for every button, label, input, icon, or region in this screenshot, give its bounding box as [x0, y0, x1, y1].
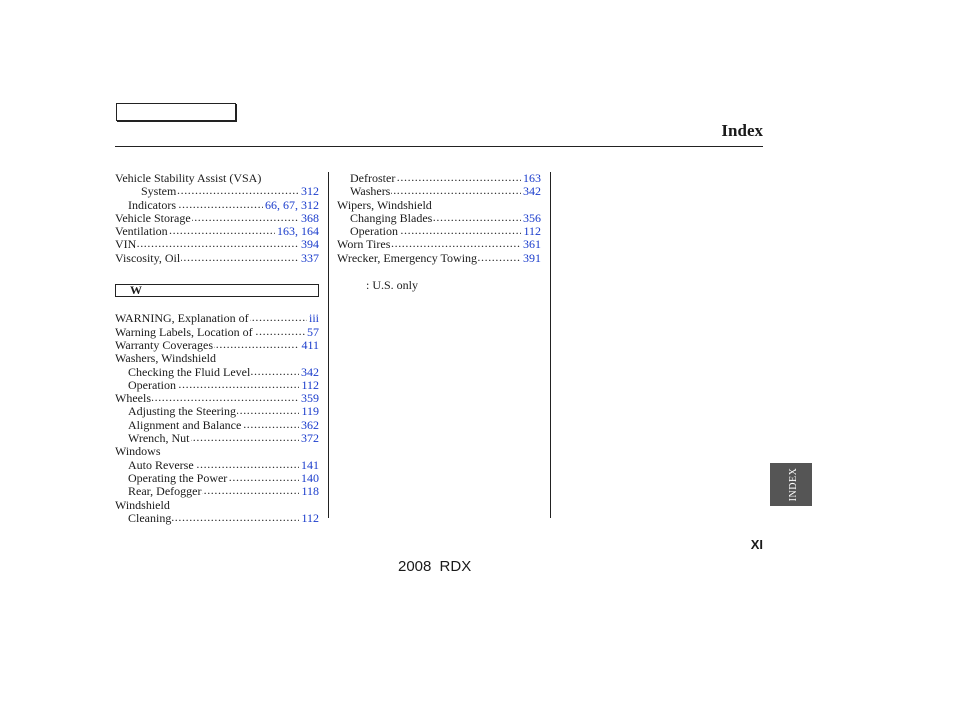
index-column-1	[115, 172, 319, 525]
index-side-tab[interactable]	[770, 463, 812, 506]
column-2-entries	[337, 172, 541, 265]
page-reference-link[interactable]: 391	[523, 250, 541, 265]
entry-term: Wheels	[115, 391, 151, 406]
entry-term: Wrench, Nut	[128, 431, 190, 446]
entry-term: Washers, Windshield	[115, 351, 216, 366]
entry-term: Indicators	[128, 197, 176, 212]
entry-term: Operating the Power	[128, 470, 228, 485]
index-entry[interactable]	[115, 252, 319, 265]
page-title: Index	[721, 121, 763, 140]
index-entry[interactable]	[337, 185, 541, 198]
nav-box[interactable]	[116, 103, 236, 121]
entry-term: Washers	[350, 184, 391, 199]
entry-term: Defroster	[350, 171, 396, 185]
index-entry[interactable]	[115, 392, 319, 405]
page-reference-link[interactable]: 337	[301, 250, 319, 265]
index-entry[interactable]	[115, 459, 319, 472]
letter-heading-w: W	[115, 284, 319, 297]
index-entry[interactable]	[115, 185, 319, 198]
index-entry[interactable]	[115, 485, 319, 498]
index-entry[interactable]	[337, 212, 541, 225]
page-reference-link[interactable]: 112	[301, 510, 319, 525]
index-entry[interactable]	[115, 405, 319, 418]
index-column-2	[337, 172, 541, 265]
index-entry[interactable]	[337, 172, 541, 185]
page-reference-link[interactable]: 163, 164	[277, 224, 319, 239]
entry-term: Ventilation	[115, 224, 168, 239]
index-entry[interactable]	[337, 252, 541, 265]
entry-term: Alignment and Balance	[128, 417, 242, 432]
entry-term: Worn Tires	[337, 237, 391, 252]
index-entry[interactable]	[115, 472, 319, 485]
footnote: : U.S. only	[366, 278, 419, 292]
index-entry	[337, 199, 541, 212]
index-entry[interactable]	[115, 225, 319, 238]
footer-model: 2008 RDX	[398, 558, 472, 575]
page-reference-link[interactable]: 394	[301, 237, 319, 252]
entry-term: Windshield	[115, 497, 170, 512]
column-divider-2	[550, 172, 551, 518]
index-tab-label: INDEX	[787, 467, 799, 502]
page-reference-link[interactable]: 57	[307, 324, 319, 339]
page-reference-link[interactable]: 163	[523, 171, 541, 185]
page-reference-link[interactable]: 342	[301, 364, 319, 379]
page-reference-link[interactable]: 359	[301, 391, 319, 406]
index-entry[interactable]	[115, 432, 319, 445]
entry-term: Rear, Defogger	[128, 484, 202, 499]
entry-term: Windows	[115, 444, 161, 459]
entry-term: Operation	[128, 377, 176, 392]
index-entry[interactable]	[115, 212, 319, 225]
index-entry[interactable]	[115, 199, 319, 212]
page-reference-link[interactable]: 119	[301, 404, 319, 419]
entry-term: Viscosity, Oil	[115, 250, 181, 265]
page-reference-link[interactable]: 342	[523, 184, 541, 199]
index-entry[interactable]	[337, 238, 541, 251]
entry-term: Operation	[350, 224, 398, 239]
entry-term: Wipers, Windshield	[337, 197, 432, 212]
page-reference-link[interactable]: 118	[301, 484, 319, 499]
entry-term: Adjusting the Steering	[128, 404, 236, 419]
page-reference-link[interactable]: 361	[523, 237, 541, 252]
page-reference-link[interactable]: 141	[301, 457, 319, 472]
entry-term: Cleaning	[128, 510, 172, 525]
leader-dots	[115, 237, 319, 250]
index-entry[interactable]	[115, 366, 319, 379]
index-entry[interactable]	[115, 238, 319, 251]
page-reference-link[interactable]: iii	[308, 311, 319, 326]
page-reference-link[interactable]: 312	[301, 184, 319, 199]
index-entry[interactable]	[115, 339, 319, 352]
page-reference-link[interactable]: 362	[301, 417, 319, 432]
page-number: XI	[750, 537, 763, 552]
index-entry[interactable]	[115, 379, 319, 392]
entry-term: Checking the Fluid Level	[128, 364, 251, 379]
page-reference-link[interactable]: 112	[301, 377, 319, 392]
entry-term: System	[141, 184, 177, 199]
entry-term: Warranty Coverages	[115, 337, 213, 352]
entry-term: Wrecker, Emergency Towing	[337, 250, 478, 265]
index-entry	[115, 499, 319, 512]
entry-term: VIN	[115, 237, 137, 252]
index-entry[interactable]	[115, 312, 319, 325]
v-entries	[115, 172, 319, 265]
index-entry[interactable]	[337, 225, 541, 238]
header-rule	[115, 146, 763, 147]
entry-term: Changing Blades	[350, 210, 433, 225]
index-entry[interactable]	[115, 326, 319, 339]
w-entries	[115, 312, 319, 525]
page-reference-link[interactable]: 356	[523, 210, 541, 225]
entry-term: Vehicle Stability Assist (VSA)	[115, 171, 262, 185]
index-entry[interactable]	[115, 419, 319, 432]
page-reference-link[interactable]: 411	[301, 337, 319, 352]
entry-term: Warning Labels, Location of	[115, 324, 253, 339]
page-reference-link[interactable]: 112	[523, 224, 541, 239]
index-entry	[115, 445, 319, 458]
entry-term: Vehicle Storage	[115, 210, 191, 225]
index-entry	[115, 172, 319, 185]
index-entry	[115, 352, 319, 365]
page-reference-link[interactable]: 368	[301, 210, 319, 225]
page-reference-link[interactable]: 66, 67, 312	[265, 197, 319, 212]
entry-term: WARNING, Explanation of	[115, 311, 249, 326]
index-entry[interactable]	[115, 512, 319, 525]
entry-term: Auto Reverse	[128, 457, 194, 472]
page-reference-link[interactable]: 140	[301, 470, 319, 485]
column-divider-1	[328, 172, 329, 518]
page-reference-link[interactable]: 372	[301, 431, 319, 446]
